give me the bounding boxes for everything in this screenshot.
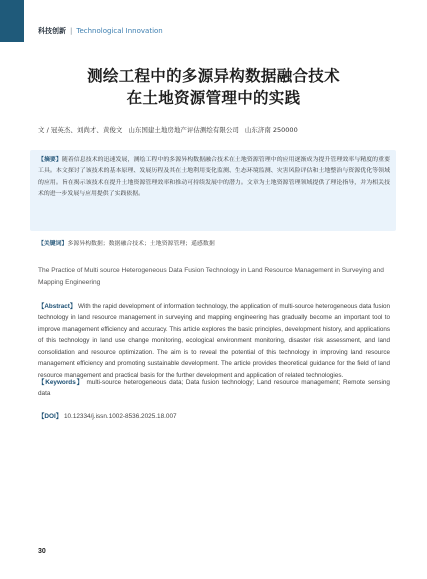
page-number: 30: [38, 548, 46, 555]
corner-color-block: [0, 0, 24, 42]
keywords-cn-text: 多源异构数据；数据融合技术；土地资源管理；遥感数据: [67, 241, 215, 247]
article-title-line-2: 在土地资源管理中的实践: [126, 89, 301, 107]
section-header: [38, 27, 163, 36]
doi-label: 【DOI】: [38, 413, 63, 420]
keywords-cn: [38, 239, 390, 250]
keywords-cn-label: 【关键词】: [38, 241, 68, 247]
author-names: 文 / 冠英杰、刘尚才、黄俊文: [38, 126, 123, 134]
abstract-cn-label: 【摘要】: [38, 157, 62, 163]
abstract-en-text: With the rapid development of information technology, the application of multi-source heterogeneous data fusion technology in land resource management in surveying and mapping engineering has gradually become an important tool to improve management efficiency and accuracy. This article explores the basic principles, development history, and applications of this technology in land use change monitoring, ecological environment monitoring, disaster risk assessment, and land consolidation and resource optimization. The aim is to reveal the potential of this technology in improving land resource management efficiency and promoting sustainable development. The article provides theoretical guidance for the field of land resource management and practical basis for the further development and application of related technologies.: [38, 303, 391, 379]
article-title-line-1: 测绘工程中的多源异构数据融合技术: [87, 67, 340, 85]
section-category-en: Technological Innovation: [76, 27, 163, 35]
author-affiliation: 山东国建土地房地产评估测绘有限公司: [128, 126, 239, 134]
english-title: The Practice of Multi source Heterogeneous Data Fusion Technology in Land Resource Management in Surveying and Mapping Engineering: [38, 267, 384, 286]
keywords-en-label: 【Keywords】: [38, 379, 84, 386]
abstract-cn: [38, 155, 390, 201]
section-category-cn: 科技创新: [38, 27, 66, 35]
author-location: 山东济南 250000: [244, 126, 298, 134]
doi-text: 10.12334/j.issn.1002-8536.2025.18.007: [63, 413, 177, 420]
keywords-en-text: multi-source heterogeneous data; Data fusion technology; Land resource management; Remote sensing data: [38, 379, 390, 398]
doi-line: [38, 411, 390, 422]
author-line: [38, 125, 304, 134]
abstract-cn-text: 随着信息技术的迅速发展，测绘工程中的多源异构数据融合技术在土地资源管理中的应用逐渐成为提升管理效率与精度的重要工具。本文探讨了该技术的基本原理、发展历程及其在土地利用变化监测、生态环境监测、灾害风险评估和土地整治与资源优化等领域的应用。旨在揭示该技术在提升土地资源管理效率和推动可持续发展中的潜力。文章为土地资源管理领域提供了理论指导，并为相关技术的进一步发展与应用提供了实践依据。: [38, 157, 391, 198]
section-separator: |: [70, 27, 73, 35]
keywords-en: [38, 377, 390, 400]
abstract-en-label: 【Abstract】: [38, 303, 77, 310]
abstract-en: [38, 301, 390, 381]
